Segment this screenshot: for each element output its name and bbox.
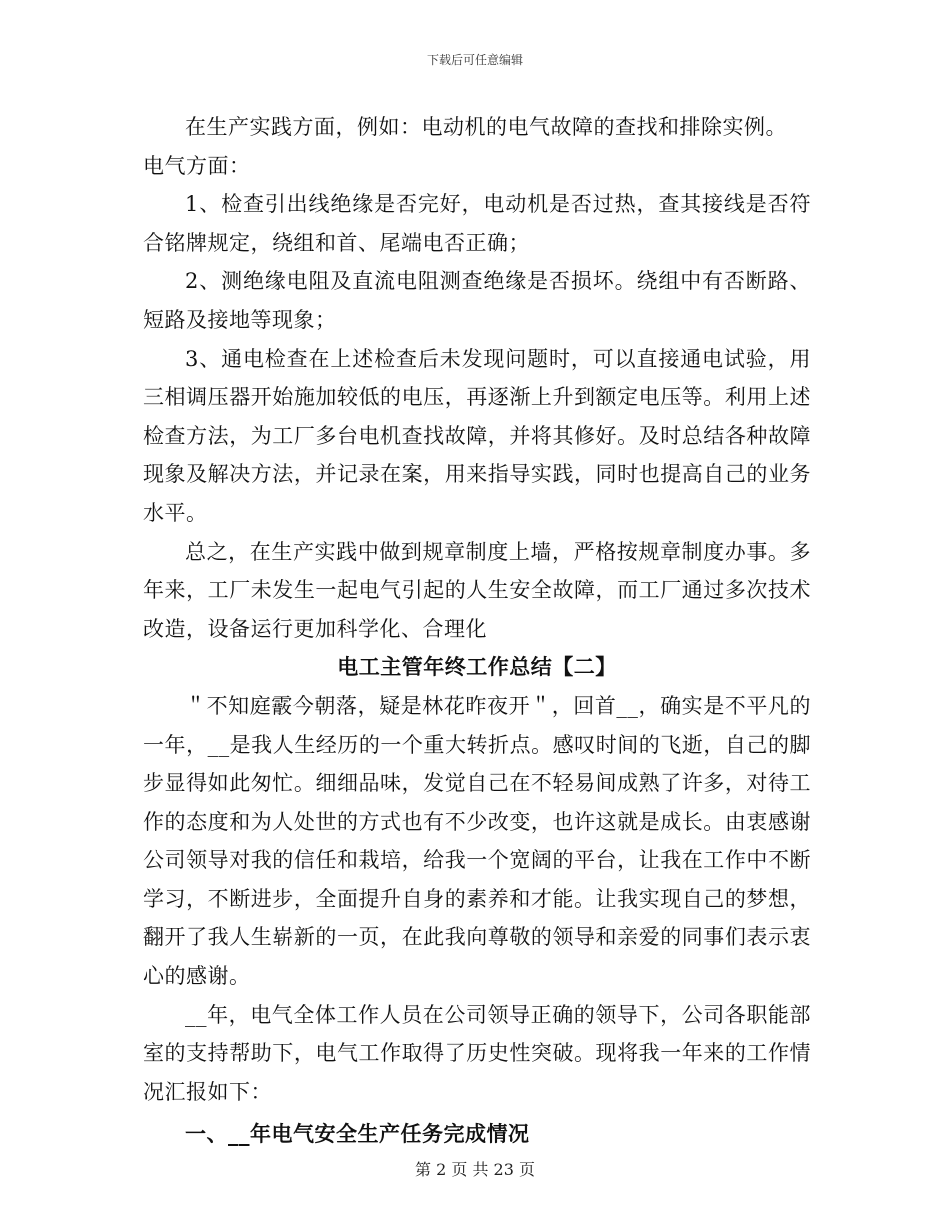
paragraph-electrical-aspect: 电气方面：	[143, 153, 251, 178]
section-subheading: 一、__年电气安全生产任务完成情况	[185, 1121, 530, 1147]
paragraph-reflection: ＂不知庭霰今朝落，疑是林花昨夜开＂，回首__，确实是不平凡的一年，__是我人生经历的一个重大转折点。感叹时间的飞逝，自己的脚步显得如此匆忙。细细品味，发觉自己在不轻易间成熟了许多，对待工作的态度和为人处世的方式也有不少改变，也许这就是成长。由衷感谢公司领导对我的信任和栽培，给我一个宽阔的平台，让我在工作中不断学习，不断进步，全面提升自身的素养和才能。让我实现自己的梦想，翻开了我人生崭新的一页，在此我向尊敬的领导和亲爱的同事们表示衷心的感谢。	[143, 693, 811, 989]
document-body	[143, 108, 811, 1154]
section-title: 电工主管年终工作总结【二】	[337, 654, 617, 680]
paragraph-report-intro: __年，电气全体工作人员在公司领导正确的领导下，公司各职能部室的支持帮助下，电气工作取得了历史性突破。现将我一年来的工作情况汇报如下：	[143, 1002, 811, 1104]
paragraph-summary: 总之，在生产实践中做到规章制度上墙，严格按规章制度办事。多年来，工厂未发生一起电气引起的人生安全故障，而工厂通过多次技术改造，设备运行更加科学化、合理化	[143, 539, 811, 641]
page-footer: 第 2 页 共 23 页	[415, 1160, 535, 1179]
page-header: 下载后可任意编辑	[426, 53, 523, 67]
paragraph-step-3: 3、通电检查在上述检查后未发现问题时，可以直接通电试验，用三相调压器开始施加较低的电压，再逐渐上升到额定电压等。利用上述检查方法，为工厂多台电机查找故障，并将其修好。及时总结各种故障现象及解决方法，并记录在案，用来指导实践，同时也提高自己的业务水平。	[143, 346, 811, 525]
paragraph-practice-intro: 在生产实践方面，例如：电动机的电气故障的查找和排除实例。	[185, 115, 787, 139]
paragraph-step-1: 1、检查引出线绝缘是否完好，电动机是否过热，查其接线是否符合铭牌规定，绕组和首、尾端电否正确；	[143, 192, 811, 255]
paragraph-step-2: 2、测绝缘电阻及直流电阻测查绝缘是否损坏。绕组中有否断路、短路及接地等现象；	[143, 269, 811, 332]
